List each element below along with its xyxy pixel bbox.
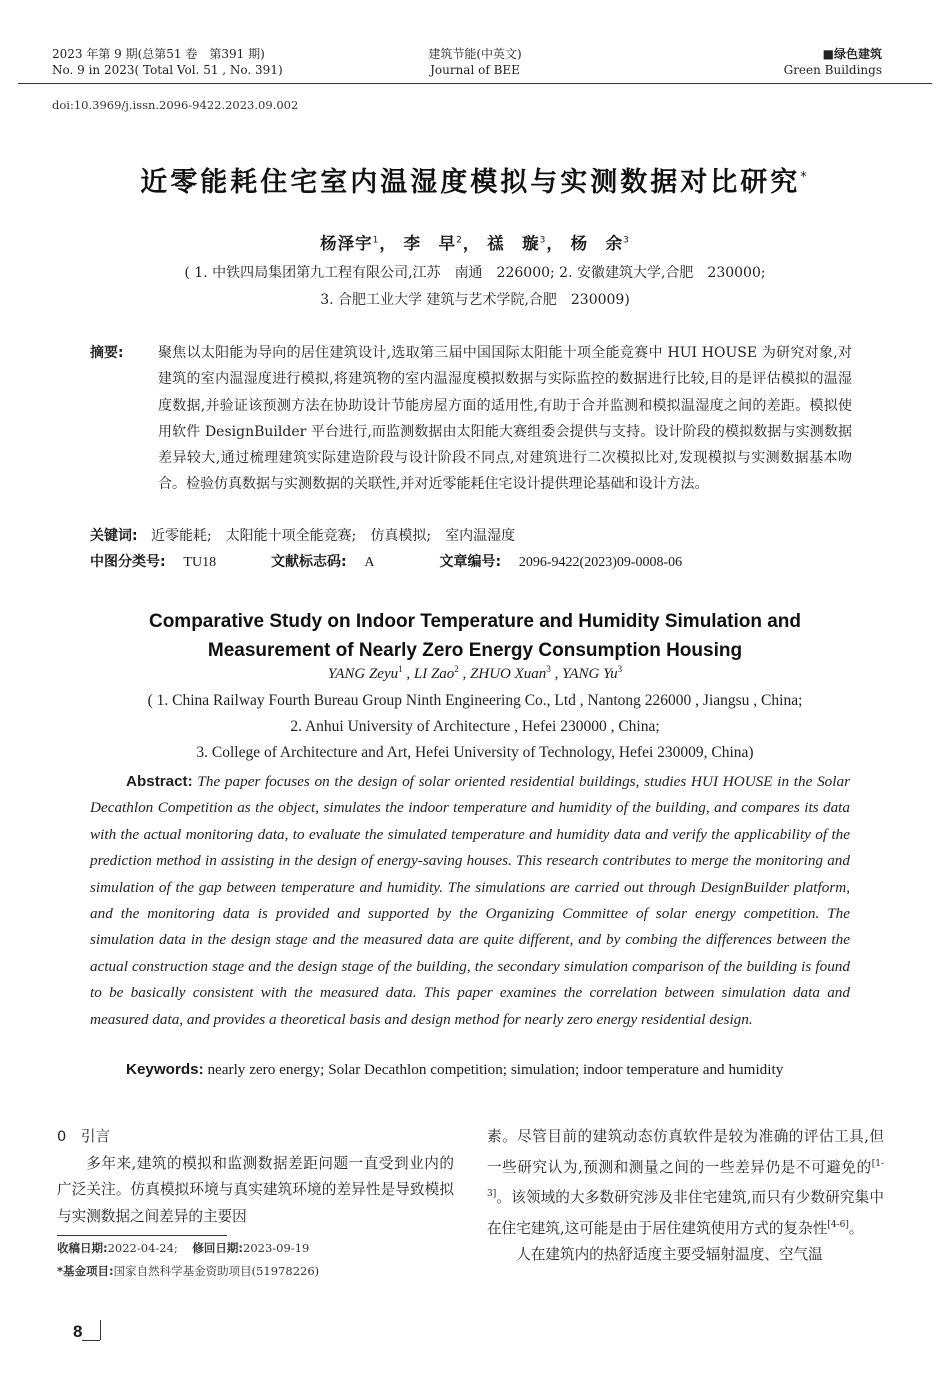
author-name: 杨 余 [570,234,624,253]
keywords-cn [90,525,515,545]
journal-name-cn: 建筑节能(中英文) [428,47,522,61]
en-author-affil-sup: 3 [617,664,623,674]
clc-label: 中图分类号: [90,554,166,570]
footnote-rule [57,1235,227,1236]
english-title [0,607,950,665]
article-number-label: 文章编号: [439,554,502,570]
author-name: 杨泽宇 [320,234,373,253]
doc-code-label: 文献标志码: [271,554,347,570]
clc-value: TU18 [183,555,217,570]
abstract-en [90,769,850,1033]
classification-line [90,551,860,571]
page-number-underline [82,1340,100,1341]
issue-info-en: No. 9 in 2023( Total Vol. 51 , No. 391) [52,63,283,77]
running-header-right [784,46,882,78]
abstract-cn [90,340,852,498]
citation-ref[interactable]: [1-3] [487,1158,884,1200]
body-column-right [487,1124,884,1269]
en-author-name: YANG Yu [562,666,618,682]
abstract-en-label: Abstract: [126,773,193,790]
title-footnote-mark: * [800,170,810,185]
english-title-line-2: Measurement of Nearly Zero Energy Consumption Housing [207,640,743,661]
en-author-affil-sup: 3 [546,664,551,674]
revised-value: 2023-09-19 [243,1241,310,1255]
author-separator: ， [379,234,397,253]
keywords-en-label: Keywords: [126,1061,204,1078]
body-paragraph: 人在建筑内的热舒适度主要受辐射温度、空气温 [516,1245,823,1263]
english-title-line-1: Comparative Study on Indoor Temperature and Humidity Simulation and [148,611,802,632]
footnote-funding [57,1263,319,1279]
affiliation-line-1: ( 1. 中铁四局集团第九工程有限公司,江苏 南通 226000; 2. 安徽建筑大学,合肥 230000; [184,265,766,281]
abstract-en-text: The paper focuses on the design of solar oriented residential buildings, studies HUI HOUSE in the Solar Decathlon Competition as the object, simulates the indoor temperature and humidity of the building, and compares its data with the actual monitoring data, to evaluate the simulated temperature and humidity data and verify the applicability of the prediction method in assisting in the design of energy-saving houses. This research contributes to merge the monitoring and simulation of the gap between temperature and humidity. The simulations are carried out through DesignBuilder platform, and the monitoring data is provided and supported by the Organizing Committee of solar energy competition. The simulation data in the design stage and the measured data are quite different, and by combing the differences between the actual construction stage and the design stage of the building, the secondary simulation comparison of the building is found to be basically consistent with the measured data. This paper examines the correlation between simulation data and measured data, and provides a theoretical basis and design method for nearly zero energy residential design. [90,773,850,1028]
doi: doi:10.3969/j.issn.2096-9422.2023.09.002 [52,98,299,112]
keywords-cn-items: 近零能耗; 太阳能十项全能竞赛; 仿真模拟; 室内温湿度 [150,528,516,544]
fund-value: 国家自然科学基金资助项目(51978226) [113,1264,320,1278]
journal-name-en: Journal of BEE [430,63,520,77]
keywords-en-items: nearly zero energy; Solar Decathlon competition; simulation; indoor temperature and humidity [207,1061,784,1078]
author-separator: ， [462,234,481,253]
received-label: 收稿日期: [57,1241,108,1255]
section-name-en: Green Buildings [783,63,882,77]
page-number-bracket [100,1320,101,1340]
citation-ref[interactable]: [4-6] [827,1219,849,1230]
section-heading: 0 引言 [57,1128,111,1145]
footnote-dates [57,1240,309,1256]
english-author-list [0,664,950,683]
en-author-name: ZHUO Xuan [470,666,547,682]
paper-title-text: 近零能耗住宅室内温湿度模拟与实测数据对比研究 [140,167,801,198]
author-affil-sup: 3 [623,235,630,246]
body-paragraph [487,1124,884,1242]
english-affiliation-line-2: 2. Anhui University of Architecture , Hefei 230000 , China; [290,718,660,735]
body-text: 。该领域的大多数研究涉及非住宅建筑,而只有少数研究集中在住宅建筑,这可能是由于居住建筑使用方式的复杂性 [487,1188,884,1237]
keywords-en [126,1061,856,1079]
en-author-separator: , [550,666,563,682]
author-name: 禚 璇 [487,234,540,253]
en-author-affil-sup: 2 [454,664,459,674]
author-affil-sup: 1 [372,235,380,246]
en-author-name: YANG Zeyu [327,666,399,682]
page-number: 8 [73,1322,83,1341]
author-affil-sup: 3 [539,235,547,246]
en-author-separator: , [458,666,471,682]
author-list [0,230,950,254]
header-rule [18,83,932,84]
section-name-cn: ■绿色建筑 [822,47,882,61]
abstract-cn-text: 聚焦以太阳能为导向的居住建筑设计,选取第三届中国国际太阳能十项全能竞赛中 HUI HOUSE 为研究对象,对建筑的室内温湿度进行模拟,将建筑物的室内温湿度模拟数据与实际监控的数据进行比较,目的是评估模拟的温湿度数据,并验证该预测方法在协助设计节能房屋方面的适用性,有助于合并监测和模拟温湿度之间的差距。模拟使用软件 DesignBuilder 平台进行,而监测数据由太阳能大赛组委会提供与支持。设计阶段的模拟数据与实测数据差异较大,通过梳理建筑实际建造阶段与设计阶段不同点,对建筑进行二次模拟比对,发现模拟与实测数据基本吻合。检验仿真数据与实测数据的关联性,并对近零能耗住宅设计提供理论基础和设计方法。 [158,345,852,493]
en-author-separator: , [402,666,414,682]
article-number-value: 2096-9422(2023)09-0008-06 [518,555,683,570]
abstract-cn-label: 摘要: [90,345,124,361]
body-column-left [57,1124,454,1230]
body-text: 。 [848,1219,864,1237]
author-affil-sup: 2 [456,235,463,246]
body-paragraph: 多年来,建筑的模拟和监测数据差距问题一直受到业内的广泛关注。仿真模拟环境与真实建筑环境的差异性是导致模拟与实测数据之间差异的主要因 [57,1154,454,1225]
author-name: 李 早 [403,234,457,253]
issue-info-cn: 2023 年第 9 期(总第51 卷 第391 期) [52,47,265,61]
affiliation-line-2: 3. 合肥工业大学 建筑与艺术学院,合肥 230009) [320,292,630,308]
author-separator: ， [546,234,564,253]
english-affiliation-line-3: 3. College of Architecture and Art, Hefei University of Technology, Hefei 230009, China) [196,744,754,761]
english-affiliation-line-1: ( 1. China Railway Fourth Bureau Group Ninth Engineering Co., Ltd , Nantong 226000 , Jiangsu , China; [147,692,803,709]
en-author-affil-sup: 1 [398,664,403,674]
fund-label: *基金项目: [57,1264,114,1278]
en-author-name: LI Zao [413,666,455,682]
received-value: 2022-04-24; [107,1241,178,1255]
revised-label: 修回日期: [192,1241,244,1255]
body-text: 素。尽管目前的建筑动态仿真软件是较为准确的评估工具,但一些研究认为,预测和测量之间的一些差异仍是不可避免的 [487,1128,884,1176]
paper-title [0,160,950,199]
keywords-cn-label: 关键词: [90,528,138,544]
doc-code-value: A [364,555,375,570]
